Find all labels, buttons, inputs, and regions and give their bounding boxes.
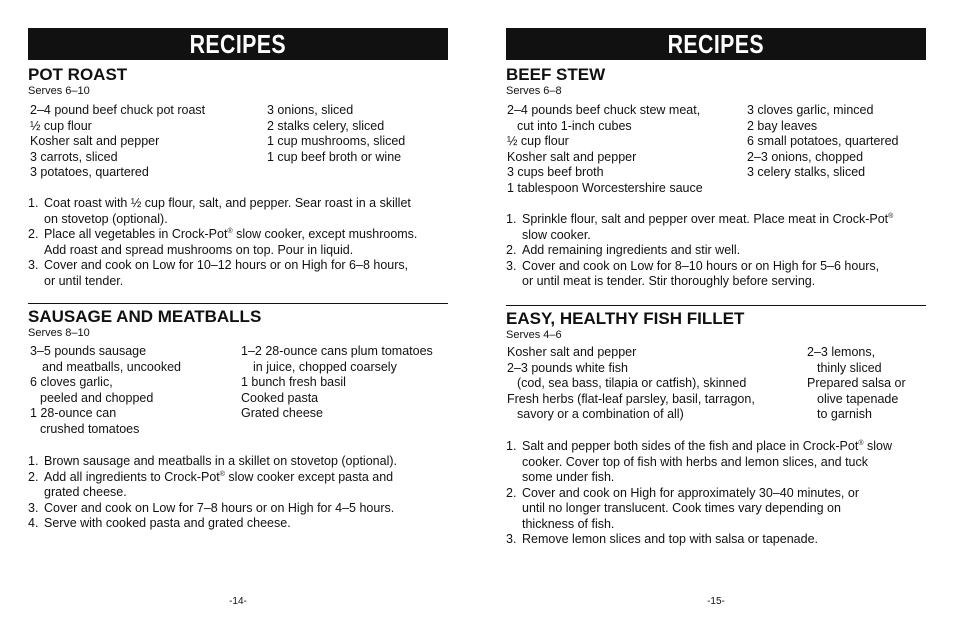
step-text: until no longer translucent. Cook times vary depending on <box>522 501 841 515</box>
step-text: cooker. Cover top of fish with herbs and lemon slices, and tuck <box>522 454 869 469</box>
ingredient: 1 28-ounce can <box>30 406 117 420</box>
ingredient-list <box>507 103 703 196</box>
step-text: slow cooker, except mushrooms. <box>232 227 418 241</box>
instruction-step <box>506 486 926 533</box>
recipe-title: BEEF STEW <box>506 65 606 84</box>
ingredient: 3 carrots, sliced <box>30 149 118 164</box>
step-text: slow <box>863 439 892 453</box>
step-text: Add roast and spread mushrooms on top. Pour in liquid. <box>44 242 354 257</box>
instruction-step <box>506 439 926 486</box>
recipe-title: SAUSAGE AND MEATBALLS <box>28 307 262 326</box>
ingredient-list <box>267 103 405 165</box>
step-number: 3. <box>506 532 517 546</box>
instruction-step <box>28 196 448 227</box>
ingredient: 2–4 pound beef chuck pot roast <box>30 103 206 117</box>
ingredient: to garnish <box>817 407 872 421</box>
ingredient: 3 cups beef broth <box>507 165 604 179</box>
ingredient: 2–3 onions, chopped <box>747 149 864 164</box>
recipe-title: POT ROAST <box>28 65 128 84</box>
recipe-beef-stew <box>506 66 926 98</box>
step-number: 1. <box>506 212 517 226</box>
ingredient: Kosher salt and pepper <box>30 134 160 148</box>
recipe-pot-roast <box>28 66 448 98</box>
ingredient: 2–3 pounds white fish <box>507 360 628 375</box>
ingredient: 1–2 28-ounce cans plum tomatoes <box>241 344 433 358</box>
step-number: 2. <box>28 469 39 484</box>
ingredient: 1 tablespoon Worcestershire sauce <box>507 180 703 195</box>
recipe-title: EASY, HEALTHY FISH FILLET <box>506 309 745 328</box>
step-number: 2. <box>506 485 517 500</box>
ingredient: thinly sliced <box>817 360 882 375</box>
banner-title: RECIPES <box>189 28 287 59</box>
ingredient: 2–3 lemons, <box>807 345 876 359</box>
ingredient: Prepared salsa or <box>807 376 906 390</box>
ingredient: Kosher salt and pepper <box>507 345 637 359</box>
step-number: 4. <box>28 516 39 530</box>
ingredient: ½ cup flour <box>30 118 92 133</box>
ingredient: crushed tomatoes <box>40 421 140 436</box>
step-number: 1. <box>28 196 39 210</box>
ingredient-list <box>747 103 898 181</box>
ingredient-list <box>241 344 433 422</box>
step-text: slow cooker. <box>522 227 591 242</box>
recipes-banner <box>28 28 448 60</box>
ingredient: and meatballs, uncooked <box>42 359 181 374</box>
ingredient: 3 celery stalks, sliced <box>747 165 866 179</box>
ingredient: 6 small potatoes, quartered <box>747 134 899 148</box>
instruction-step <box>28 501 448 517</box>
page-number: -14- <box>229 596 247 607</box>
recipe-serves: Serves 6–10 <box>28 85 90 97</box>
ingredient: 3 cloves garlic, minced <box>747 103 874 117</box>
page-number: -15- <box>707 596 725 607</box>
ingredient: 2 stalks celery, sliced <box>267 118 385 133</box>
ingredient: 1 cup beef broth or wine <box>267 149 402 164</box>
instruction-list <box>506 212 926 290</box>
step-text: or until meat is tender. Stir thoroughly before serving. <box>522 274 816 288</box>
recipe-serves: Serves 8–10 <box>28 327 90 339</box>
step-text: Cover and cook on Low for 10–12 hours or on High for 6–8 hours, <box>44 258 409 272</box>
ingredient: olive tapenade <box>817 391 899 406</box>
registered-mark: ® <box>219 470 225 478</box>
step-text: Add remaining ingredients and stir well. <box>522 243 741 257</box>
ingredient-list <box>507 345 755 423</box>
ingredient: Fresh herbs (flat-leaf parsley, basil, tarragon, <box>507 391 755 406</box>
ingredient: 3 onions, sliced <box>267 103 354 117</box>
instruction-list <box>28 196 448 289</box>
instruction-step <box>506 259 926 290</box>
instruction-step <box>506 243 926 259</box>
step-text: some under fish. <box>522 470 615 484</box>
step-number: 2. <box>506 243 517 257</box>
step-text: Cover and cook on Low for 8–10 hours or on High for 5–6 hours, <box>522 258 880 273</box>
ingredient: 2 bay leaves <box>747 118 818 133</box>
instruction-list <box>28 454 448 532</box>
ingredient: 3–5 pounds sausage <box>30 344 147 358</box>
left-page <box>28 0 448 618</box>
step-text: Serve with cooked pasta and grated cheese. <box>44 516 291 530</box>
step-text: Place all vegetables in Crock-Pot <box>44 227 228 241</box>
ingredient-list <box>30 344 181 437</box>
ingredient: ½ cup flour <box>507 134 569 148</box>
ingredient: in juice, chopped coarsely <box>253 359 397 374</box>
right-page <box>506 0 926 618</box>
step-text: thickness of fish. <box>522 516 615 531</box>
recipe-serves: Serves 6–8 <box>506 85 562 97</box>
step-text: Sprinkle flour, salt and pepper over meat. Place meat in Crock-Pot <box>522 212 889 226</box>
step-text: Add all ingredients to Crock-Pot <box>44 469 220 484</box>
section-divider <box>506 305 926 306</box>
instruction-step <box>28 470 448 501</box>
ingredient: 2–4 pounds beef chuck stew meat, <box>507 103 701 117</box>
banner-title: RECIPES <box>667 28 765 59</box>
registered-mark: ® <box>227 227 233 235</box>
step-text: Salt and pepper both sides of the fish and place in Crock-Pot <box>522 439 859 453</box>
step-text: Brown sausage and meatballs in a skillet on stovetop (optional). <box>44 454 397 468</box>
recipes-banner <box>506 28 926 60</box>
step-number: 3. <box>28 500 39 515</box>
step-number: 1. <box>28 454 39 468</box>
instruction-step <box>506 212 926 243</box>
ingredient: 1 cup mushrooms, sliced <box>267 134 406 148</box>
registered-mark: ® <box>858 439 864 447</box>
ingredient-list <box>807 345 906 423</box>
section-divider <box>28 303 448 304</box>
ingredient: peeled and chopped <box>40 390 154 405</box>
ingredient-list <box>30 103 205 181</box>
recipe-serves: Serves 4–6 <box>506 329 562 341</box>
instruction-step <box>506 532 926 548</box>
ingredient: cut into 1-inch cubes <box>517 118 632 133</box>
step-number: 2. <box>28 227 39 241</box>
ingredient: 6 cloves garlic, <box>30 375 113 389</box>
step-text: Cover and cook on Low for 7–8 hours or on High for 4–5 hours. <box>44 500 395 515</box>
instruction-step <box>28 516 448 532</box>
step-text: slow cooker except pasta and <box>224 469 394 484</box>
ingredient: Kosher salt and pepper <box>507 149 637 164</box>
step-text: Cover and cook on High for approximately 30–40 minutes, or <box>522 485 859 500</box>
instruction-step <box>28 258 448 289</box>
step-number: 3. <box>28 258 39 272</box>
instruction-list <box>506 439 926 548</box>
step-number: 3. <box>506 258 517 273</box>
instruction-step <box>28 227 448 258</box>
step-text: Coat roast with ½ cup flour, salt, and pepper. Sear roast in a skillet <box>44 196 411 210</box>
recipe-sausage-meatballs <box>28 308 448 340</box>
ingredient: Cooked pasta <box>241 390 319 405</box>
ingredient: savory or a combination of all) <box>517 407 684 421</box>
step-number: 1. <box>506 439 517 453</box>
instruction-step <box>28 454 448 470</box>
step-text: on stovetop (optional). <box>44 211 168 226</box>
step-text: Remove lemon slices and top with salsa or tapenade. <box>522 532 818 546</box>
registered-mark: ® <box>888 212 894 220</box>
ingredient: 3 potatoes, quartered <box>30 165 149 179</box>
ingredient: Grated cheese <box>241 406 323 420</box>
ingredient: 1 bunch fresh basil <box>241 375 346 389</box>
recipe-fish-fillet <box>506 310 926 342</box>
step-text: grated cheese. <box>44 485 127 499</box>
step-text: or until tender. <box>44 273 124 288</box>
ingredient: (cod, sea bass, tilapia or catfish), skinned <box>517 376 747 390</box>
